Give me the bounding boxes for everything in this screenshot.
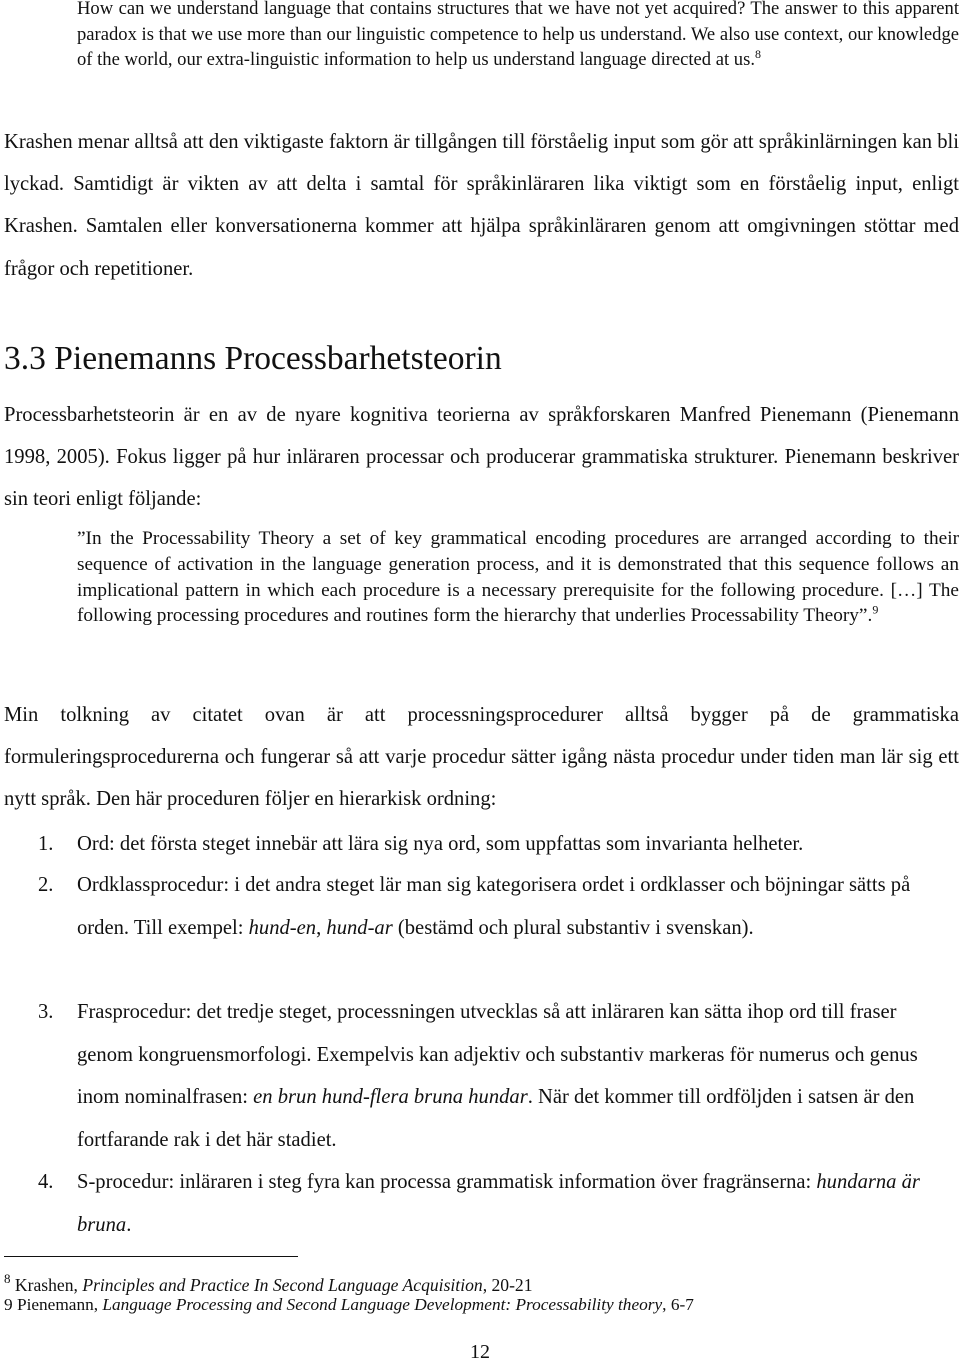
page-number: 12 [470, 1341, 490, 1363]
list-item [0, 823, 960, 866]
footnote-author: Krashen, [14, 1275, 83, 1295]
list-item [0, 1161, 960, 1246]
footnote-author: Pienemann, [12, 1295, 103, 1314]
footnote-8 [4, 1268, 533, 1296]
top-quote-end: . [750, 49, 755, 71]
paragraph-krashen: Krashen menar alltså att den viktigaste faktorn är tillgången till förståelig input som gör att språkinlärningen kan bli lyckad. Samtidigt är vikten av att delta i samtal för språkinläraren lika viktigt som en förståelig input, enligt Krashen. Samtalen eller konversationerna kommer att hjälpa språkinläraren genom att omgivningen stöttar med frågor och repetitioner. [4, 131, 959, 280]
list-item-number: 3. [38, 1001, 54, 1023]
footnote-ref-9[interactable]: 9 [872, 602, 879, 617]
footnote-pages: , 6-7 [662, 1295, 694, 1314]
footnote-number: 9 [4, 1295, 13, 1314]
example-nominal-phrase: en brun hund-flera bruna hundar [253, 1086, 528, 1109]
paragraph-interpretation: Min tolkning av citatet ovan är att processningsprocedurer alltså bygger på de grammatiska formuleringsprocedurerna och fungerar så att varje procedur sätter igång nästa procedur under tiden man lär sig ett nytt språk. Den här proceduren följer en hierarkisk ordning: [4, 704, 959, 811]
example-hundarna: hundarna är bruna [77, 1171, 920, 1236]
footnote-ref-8[interactable]: 8 [754, 47, 761, 62]
list-item-text-part: , [316, 916, 327, 939]
list-item-number: 2. [38, 874, 54, 896]
example-hund-en: hund-en [248, 916, 317, 939]
list-item [0, 864, 960, 949]
list-item-text-part: . När det kommer till ordföljden i satsen är den fortfarande rak i det här stadiet. [77, 1086, 915, 1151]
footnote-title: Principles and Practice In Second Language Acquisition [82, 1275, 483, 1295]
list-item-text-part: (bestämd och plural substantiv i svenskan). [392, 916, 754, 939]
paragraph-pienemann: Processbarhetsteorin är en av de nyare kognitiva teorierna av språkforskaren Manfred Pienemann (Pienemann 1998, 2005). Fokus ligger på hur inläraren processar och producerar grammatiska strukturer. Pienemann beskriver sin teori enligt följande: [4, 404, 959, 511]
list-item-text-part: Ord: det första steget innebär att lära sig nya ord, som uppfattas som invarianta helheter. [77, 833, 804, 855]
block-quote-text: ”In the Processability Theory a set of key grammatical encoding procedures are arranged according to their sequence of activation in the language generation process, and it is demonstrated that this sequence follows an implicational pattern in which each procedure is a necessary prerequisite for the following procedure. […] The following processing procedures and routines form the hierarchy that underlies Processability Theory”. [77, 528, 959, 627]
footnote-pages: , 20-21 [482, 1275, 533, 1295]
footnote-title: Language Processing and Second Language Development: Processability theory [102, 1295, 663, 1314]
list-item-text-part: . [126, 1213, 132, 1236]
list-item-text [77, 1161, 954, 1246]
footnote-divider [4, 1256, 298, 1257]
list-item-text-part: Ordklassprocedur: i det andra steget lär man sig kategorisera ordet i ordklasser och böjningar sätts på orden. Till exempel: [77, 874, 911, 939]
top-quote-text: How can we understand language that contains structures that we have not yet acquired? The answer to this apparent paradox is that we use more than our linguistic competence to help us understand. We also use context, our knowledge of the world, our extra-linguistic information to help us understand language directed at us [77, 0, 959, 71]
section-heading: 3.3 Pienemanns Processbarhetsteorin [4, 340, 502, 377]
block-quote [77, 526, 959, 629]
list-item-text [77, 991, 954, 1161]
list-item [0, 991, 960, 1161]
list-item-number: 1. [38, 833, 54, 855]
footnote-9 [4, 1294, 694, 1316]
example-hund-ar: hund-ar [326, 916, 393, 939]
list-item-text-part: Frasprocedur: det tredje steget, processningen utvecklas så att inläraren kan sätta ihop ord till fraser genom kongruensmorfologi. Exempelvis kan adjektiv och substantiv markeras för numerus och genus inom nominalfrasen: [77, 1001, 918, 1109]
list-item-text-part: S-procedur: inläraren i steg fyra kan processa grammatisk information över fragränserna: [77, 1171, 817, 1193]
footnote-number: 8 [4, 1271, 11, 1286]
top-quote [77, 0, 959, 73]
list-item-text [77, 823, 954, 866]
list-item-number: 4. [38, 1171, 54, 1193]
list-item-text [77, 864, 954, 949]
